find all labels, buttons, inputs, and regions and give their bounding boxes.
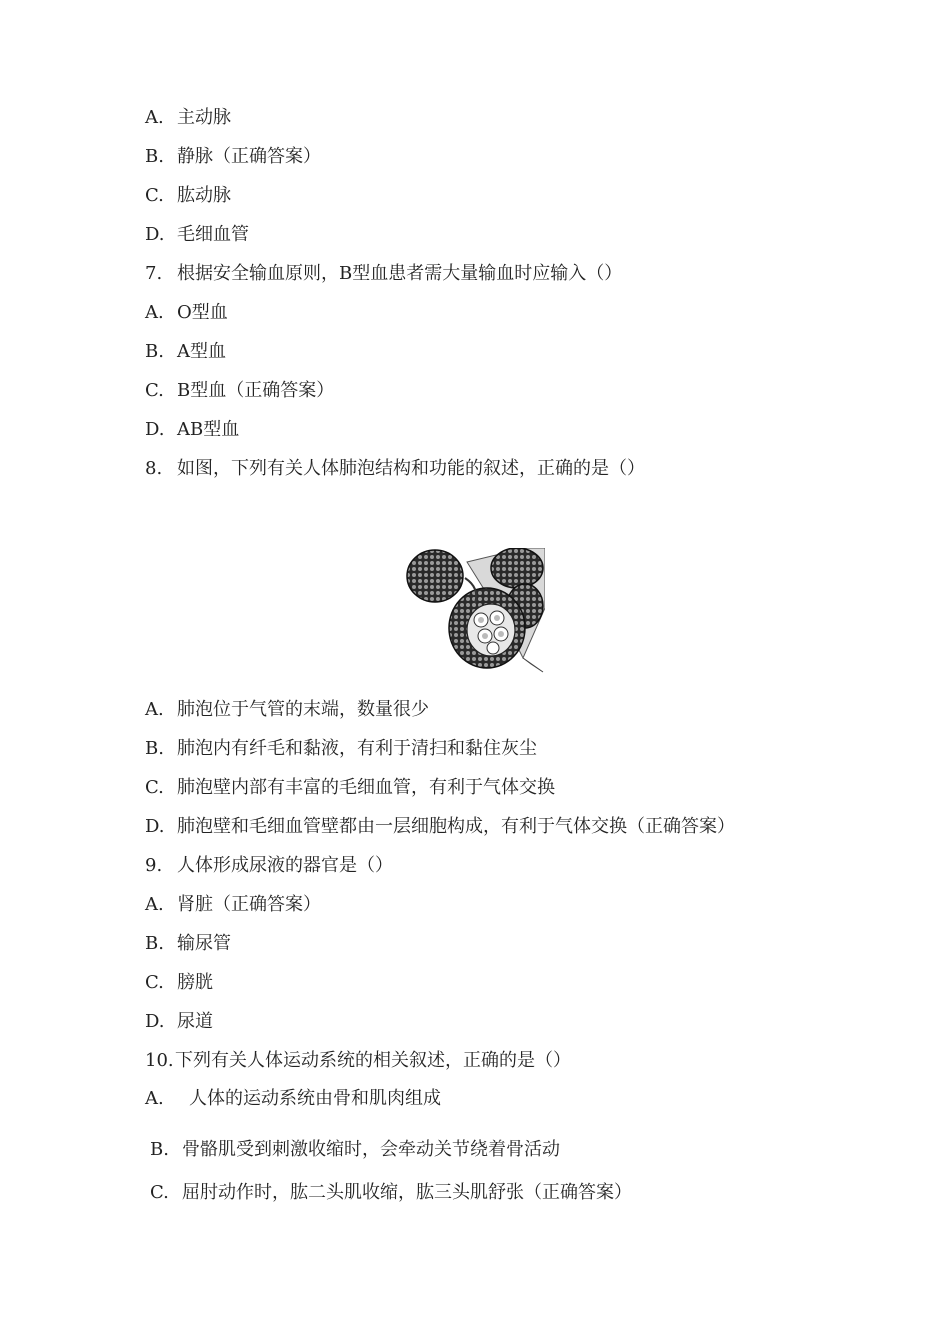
- q9-option-a: A. 肾脏（正确答案）: [145, 894, 321, 915]
- q7-option-d: D. AB型血: [145, 419, 240, 440]
- q8-option-b: B. 肺泡内有纤毛和黏液，有利于清扫和黏住灰尘: [145, 738, 537, 759]
- q9-option-b: B. 输尿管: [145, 933, 231, 954]
- q7-option-c: C. B型血（正确答案）: [145, 380, 335, 401]
- q7-stem: 7. 根据安全输血原则，B型血患者需大量输血时应输入（）: [145, 263, 623, 284]
- q8-option-a: A. 肺泡位于气管的末端，数量很少: [145, 699, 429, 720]
- q10-stem: 10.下列有关人体运动系统的相关叙述，正确的是（）: [145, 1050, 571, 1071]
- q10-option-a: A. 人体的运动系统由骨和肌肉组成: [145, 1088, 441, 1109]
- q6-option-b: B. 静脉（正确答案）: [145, 146, 321, 167]
- q8-stem: 8. 如图，下列有关人体肺泡结构和功能的叙述，正确的是（）: [145, 458, 645, 479]
- alveoli-illustration-icon: [405, 548, 545, 674]
- q9-stem: 9. 人体形成尿液的器官是（）: [145, 855, 393, 876]
- q8-option-d: D. 肺泡壁和毛细血管壁都由一层细胞构成，有利于气体交换（正确答案）: [145, 816, 735, 837]
- q10-option-c: C. 屈肘动作时，肱二头肌收缩，肱三头肌舒张（正确答案）: [150, 1182, 632, 1203]
- q7-option-b: B. A型血: [145, 341, 226, 362]
- q9-option-c: C. 膀胱: [145, 972, 213, 993]
- q6-option-a: A. 主动脉: [145, 107, 231, 128]
- q10-option-b: B. 骨骼肌受到刺激收缩时，会牵动关节绕着骨活动: [150, 1139, 560, 1160]
- q9-option-d: D. 尿道: [145, 1011, 213, 1032]
- q6-option-d: D. 毛细血管: [145, 224, 249, 245]
- q6-option-c: C. 肱动脉: [145, 185, 231, 206]
- q7-option-a: A. O型血: [145, 302, 228, 323]
- q8-option-c: C. 肺泡壁内部有丰富的毛细血管，有利于气体交换: [145, 777, 555, 798]
